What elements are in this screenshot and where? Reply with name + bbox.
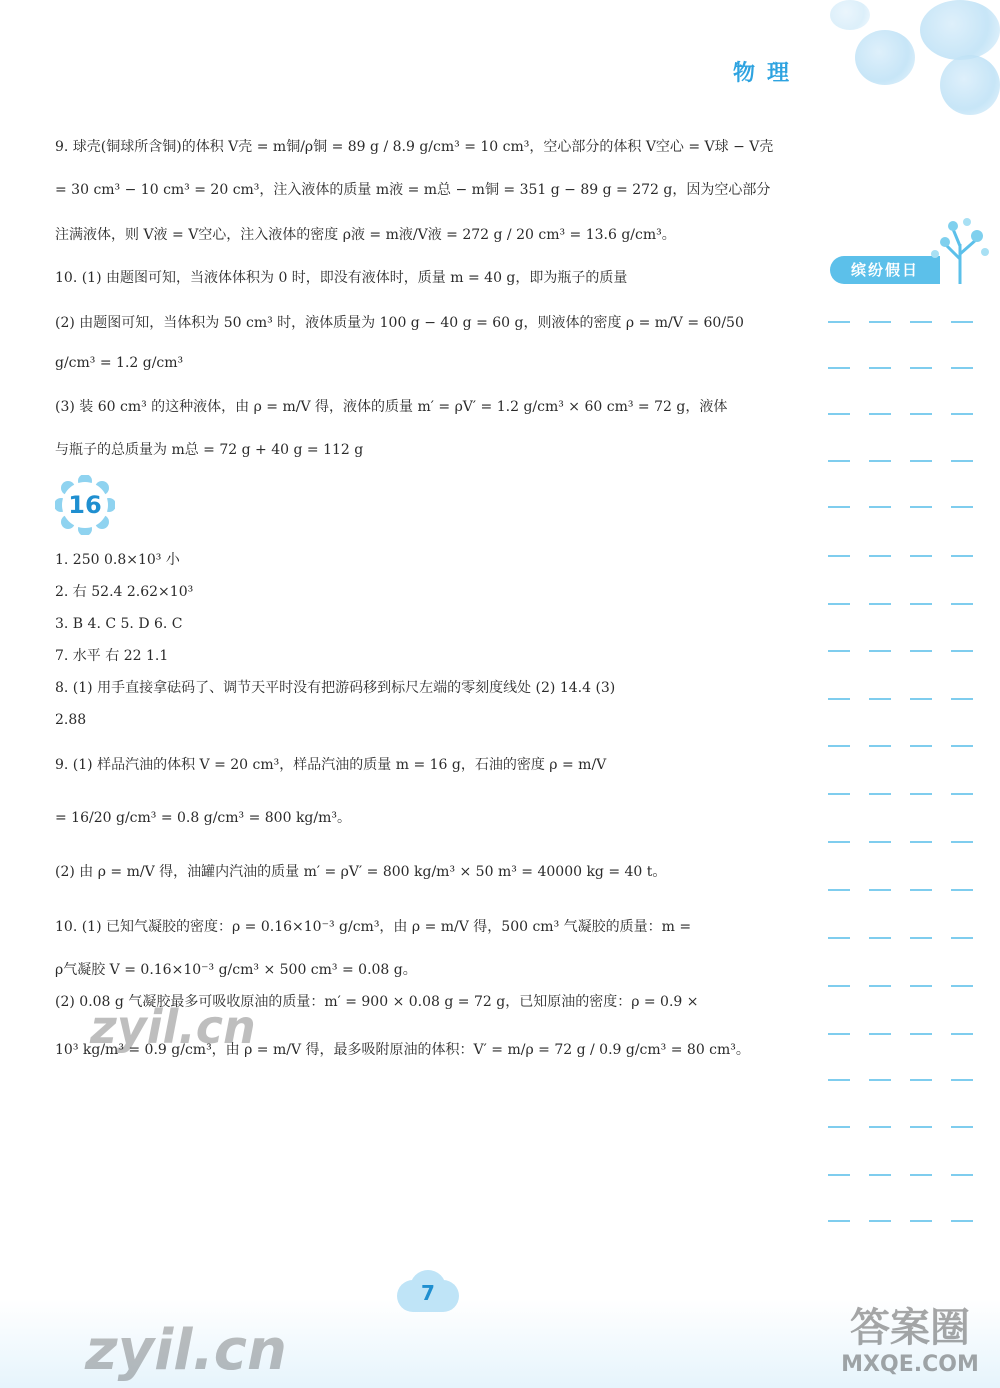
note-line <box>828 1161 998 1163</box>
decor-cloud <box>920 0 1000 60</box>
text-line: = 30 cm³ − 10 cm³ = 20 cm³，注入液体的质量 m液 = m总 − m铜 = 351 g − 89 g = 272 g，因为空心部分 <box>55 182 771 198</box>
watermark-corner <box>820 1300 1000 1388</box>
text-line: 2.88 <box>55 712 87 728</box>
note-line <box>828 685 998 687</box>
text-line: 9. (1) 样品汽油的体积 V = 20 cm³，样品汽油的质量 m = 16 g，石油的密度 ρ = m/V <box>55 757 607 773</box>
note-line <box>828 354 998 356</box>
watermark-corner-bottom: MXQE.COM <box>841 1352 979 1377</box>
watermark-corner-top: 答案圈 <box>850 1305 970 1351</box>
text-line: = 16/20 g/cm³ = 0.8 g/cm³ = 800 kg/m³。 <box>55 810 351 826</box>
text-line: (2) 0.08 g 气凝胶最多可吸收原油的质量：m′ = 900 × 0.08 g = 72 g，已知原油的密度：ρ = 0.9 × <box>55 994 699 1010</box>
text-line: ρ气凝胶 V = 0.16×10⁻³ g/cm³ × 500 cm³ = 0.08 g。 <box>55 962 417 978</box>
note-line <box>828 1066 998 1068</box>
text-line: g/cm³ = 1.2 g/cm³ <box>55 355 184 371</box>
section-number: 16 <box>68 491 102 519</box>
text-line: (2) 由 ρ = m/V 得，油罐内汽油的质量 m′ = ρV′ = 800 kg/m³ × 50 m³ = 40000 kg = 40 t。 <box>55 864 667 880</box>
sidebar-badge: 缤纷假日 <box>830 256 940 284</box>
text-line: 7. 水平 右 22 1.1 <box>55 648 169 664</box>
note-line <box>828 1207 998 1209</box>
text-line: 10³ kg/m³ = 0.9 g/cm³，由 ρ = m/V 得，最多吸附原油的体积：V′ = m/ρ = 72 g / 0.9 g/cm³ = 80 cm³。 <box>55 1042 750 1058</box>
note-line <box>828 924 998 926</box>
text-line: 1. 250 0.8×10³ 小 <box>55 552 180 568</box>
text-line: 10. (1) 已知气凝胶的密度：ρ = 0.16×10⁻³ g/cm³，由 ρ = m/V 得，500 cm³ 气凝胶的质量：m = <box>55 919 692 935</box>
note-line <box>828 876 998 878</box>
note-line <box>828 637 998 639</box>
text-line: 2. 右 52.4 2.62×10³ <box>55 584 194 600</box>
text-line: 3. B 4. C 5. D 6. C <box>55 616 183 632</box>
note-line <box>828 1113 998 1115</box>
note-line <box>828 308 998 310</box>
note-line <box>828 1020 998 1022</box>
note-line <box>828 542 998 544</box>
note-line <box>828 828 998 830</box>
decor-cloud <box>855 30 915 85</box>
note-line <box>828 972 998 974</box>
text-line: 9. 球壳(铜球所含铜)的体积 V壳 = m铜/ρ铜 = 89 g / 8.9 g/cm³ = 10 cm³，空心部分的体积 V空心 = V球 − V壳 <box>55 139 774 155</box>
note-line <box>828 400 998 402</box>
text-line: (3) 装 60 cm³ 的这种液体，由 ρ = m/V 得，液体的质量 m′ = ρV′ = 1.2 g/cm³ × 60 cm³ = 72 g，液体 <box>55 399 728 415</box>
text-line: 8. (1) 用手直接拿砝码了、调节天平时没有把游码移到标尺左端的零刻度线处 (2) 14.4 (3) <box>55 680 616 696</box>
note-line <box>828 493 998 495</box>
decor-cloud <box>830 0 870 30</box>
watermark-bottom: zyil.cn <box>85 1318 287 1383</box>
subject-title: 物理 <box>733 61 802 86</box>
tree-icon <box>925 214 995 284</box>
note-line <box>828 447 998 449</box>
decor-cloud <box>940 55 1000 115</box>
note-line <box>828 780 998 782</box>
text-line: (2) 由题图可知，当体积为 50 cm³ 时，液体质量为 100 g − 40 g = 60 g，则液体的密度 ρ = m/V = 60/50 <box>55 315 744 331</box>
page-number: 7 <box>421 1281 435 1305</box>
text-line: 注满液体，则 V液 = V空心，注入液体的密度 ρ液 = m液/V液 = 272 g / 20 cm³ = 13.6 g/cm³。 <box>55 227 676 243</box>
text-line: 与瓶子的总质量为 m总 = 72 g + 40 g = 112 g <box>55 442 364 458</box>
text-line: 10. (1) 由题图可知，当液体体积为 0 时，即没有液体时，质量 m = 40 g，即为瓶子的质量 <box>55 270 628 286</box>
watermark-mid: zyil.cn <box>90 1000 256 1054</box>
note-line <box>828 732 998 734</box>
note-line <box>828 590 998 592</box>
